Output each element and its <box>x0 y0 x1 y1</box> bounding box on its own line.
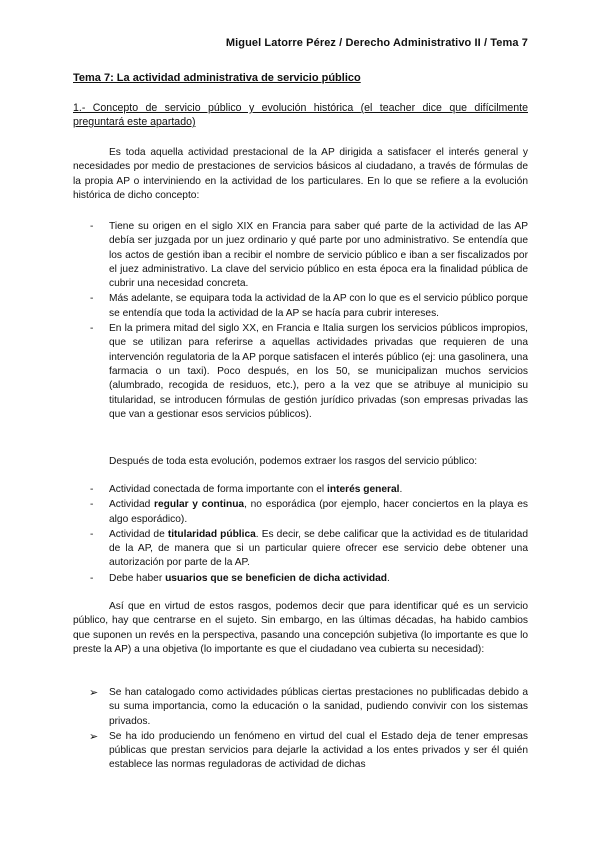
dash-bullet: - <box>90 484 94 495</box>
changes-list <box>73 686 528 773</box>
bold-term: titularidad pública <box>167 528 256 540</box>
list-item: - Actividad conectada de forma importante con el interés general. <box>73 483 528 497</box>
intro-paragraph <box>73 146 528 203</box>
list-item: - Actividad regular y continua, no esporádica (por ejemplo, hacer conciertos en la playa es algo esporádico). <box>90 499 529 525</box>
page-header: Miguel Latorre Pérez / Derecho Administrativo II / Tema 7 <box>225 37 528 49</box>
dash-bullet: - <box>90 528 94 540</box>
section-heading: 1.- Concepto de servicio público y evolución histórica (el teacher dice que difícilmente preguntará este apartado) <box>73 102 528 128</box>
arrow-bullet-icon: ➢ <box>89 687 99 699</box>
dash-bullet: - <box>90 572 94 584</box>
bold-term: usuarios que se beneficien de dicha actividad <box>165 572 388 584</box>
list-item: ➢ Se ha ido produciendo un fenómeno en virtud del cual el Estado deja de tener empresas públicas que prestan servicios para dejarle la actividad a los entes privados y ser él quién establece las normas reguladoras de actividad de dichas <box>89 730 528 771</box>
list-item: - Tiene su origen en el siglo XIX en Francia para saber qué parte de la actividad de las AP debía ser juzgada por un juez ordinario y qué parte por uno administrativo. Se entendía que los actos de gestión iban a recibir el nombre de servicio público e iban a ser fiscalizados por el juez administrativo. La clave del servicio público en esta época era la finalidad pública de cubrir una necesidad concreta. <box>90 221 528 290</box>
topic-title: Tema 7: La actividad administrativa de servicio público <box>73 72 361 84</box>
dash-bullet: - <box>90 499 94 511</box>
list-item: - En la primera mitad del siglo XX, en Francia e Italia surgen los servicios públicos impropios, que se utilizan para referirse a aquellas actividades privadas que requieren de una intervención regulatoria de la AP porque satisfacen el interés público (ej: una gasolinera, una farmacia o un taxi). Poco después, en los 50, se municipalizan muchos servicios (alumbrado, recogida de residuos, etc.), pero a la vez que se atribuye al municipio su titularidad, se introducen fórmulas de gestión jurídico privadas (son empresas privadas las que van a gestionar esos servicios públicos). <box>90 323 528 420</box>
dash-bullet: - <box>90 293 94 305</box>
list-item: - Debe haber usuarios que se beneficien de dicha actividad. <box>73 572 528 586</box>
history-list <box>73 220 528 422</box>
list-item: ➢ Se han catalogado como actividades públicas ciertas prestaciones no publificadas debido a su suma importancia, como la educación o la sanidad, pudiendo convivir con los sistemas privados. <box>89 687 528 727</box>
traits-list <box>73 483 528 586</box>
list-item: - Más adelante, se equipara toda la actividad de la AP con lo que es el servicio público porque se entendía que toda la actividad de la AP se hacía para cubrir intereses. <box>90 293 528 319</box>
intro-text: Es toda aquella actividad prestacional de la AP dirigida a satisfacer el interés general y necesidades por medio de prestaciones de servicios básicos al ciudadano, a través de fórmulas de la propia AP o interviniendo en la actividad de los particulares. En lo que se refiere a la evolución histórica de dicho concepto: <box>73 147 528 201</box>
after-paragraph: Después de toda esta evolución, podemos extraer los rasgos del servicio público: <box>109 456 478 467</box>
arrow-bullet-icon: ➢ <box>89 730 99 743</box>
conclusion-paragraph <box>73 600 528 657</box>
dash-bullet: - <box>90 323 94 335</box>
list-item: - Actividad de titularidad pública. Es decir, se debe calificar que la actividad es de titularidad de la AP, de manera que si un particular quiere ofrecer ese servicio debe obtener una autorización por parte de la AP. <box>90 528 528 569</box>
bold-term: interés general <box>327 484 400 495</box>
dash-bullet: - <box>90 221 94 232</box>
bold-term: regular y continua <box>154 499 245 511</box>
conclusion-text: Así que en virtud de estos rasgos, podemos decir que para identificar qué es un servicio público, hay que centrarse en el sujeto. Sin embargo, en las últimas décadas, ha habido cambios que suponen un revés en la perspectiva, pasando una concepción subjetiva (lo importante es que lo preste la AP) a una objetiva (lo importante es que el ciudadano vea cubierta su necesidad): <box>73 601 528 655</box>
